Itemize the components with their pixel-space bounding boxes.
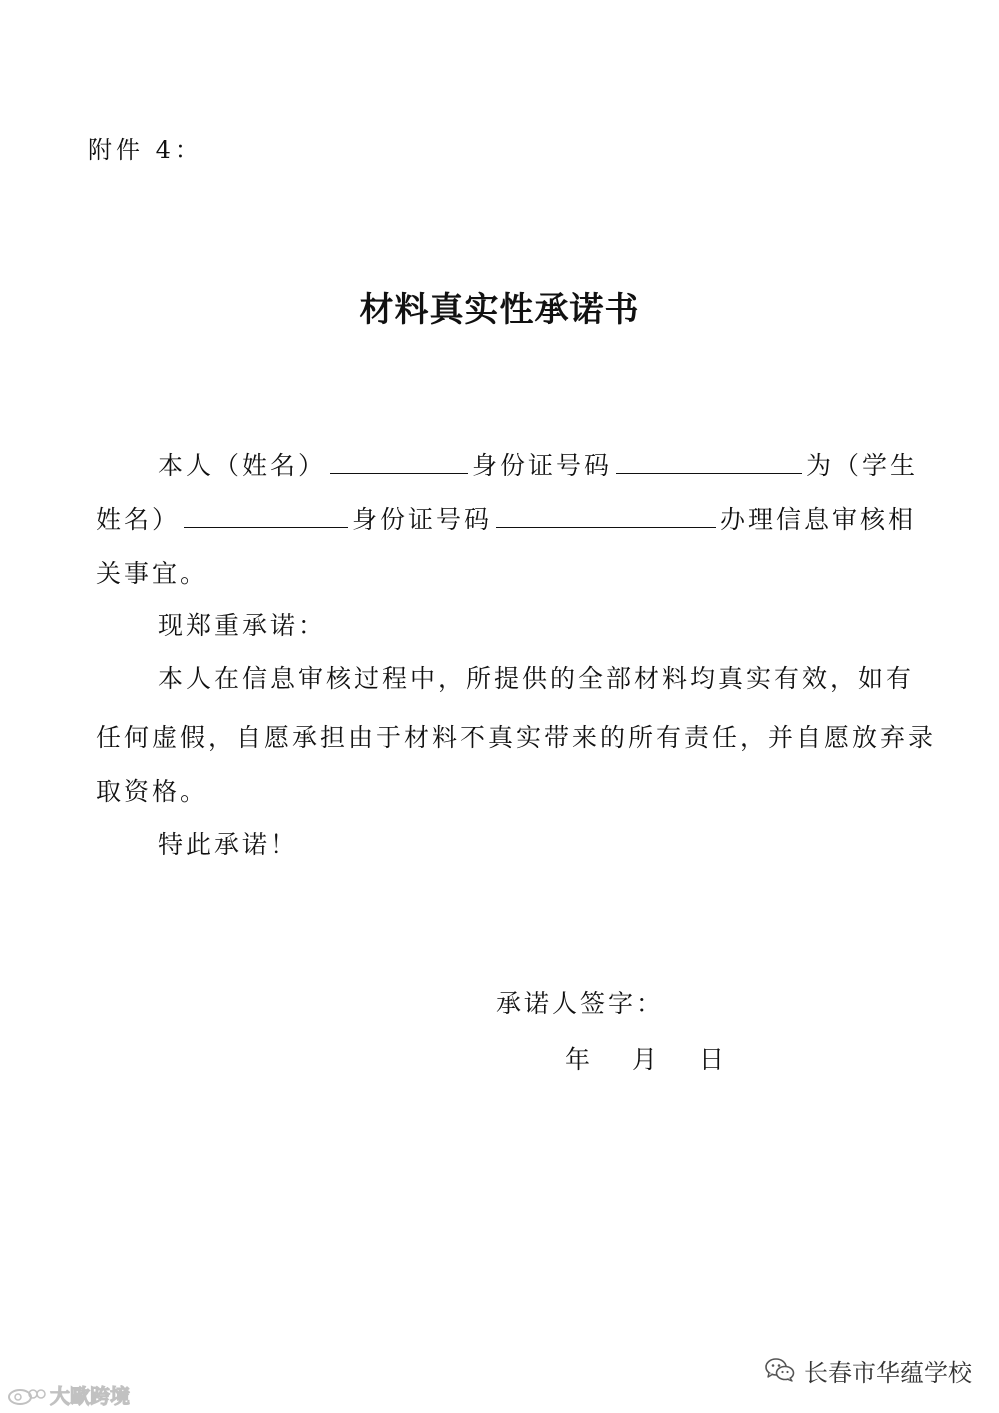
body-line-3: 关事宜。 (96, 559, 209, 588)
id-number-blank (616, 449, 802, 474)
student-id-blank (496, 503, 716, 528)
body-line-1 (158, 448, 918, 484)
date-month: 月 (632, 1045, 658, 1074)
matter-text: 办理信息审核相 (720, 505, 917, 534)
body-line-2 (96, 502, 916, 538)
signature-label: 承诺人签字： (496, 989, 665, 1018)
body-line-4: 现郑重承诺： (158, 611, 327, 640)
body-line-7: 取资格。 (96, 777, 209, 806)
body-line-5: 本人在信息审核过程中，所提供的全部材料均真实有效，如有 (158, 664, 915, 693)
name-blank (330, 449, 468, 474)
body-line-8: 特此承诺！ (158, 830, 299, 859)
student-id-label: 身份证号码 (352, 505, 493, 534)
body-line-6: 任何虚假，自愿承担由于材料不真实带来的所有责任，并自愿放弃录 (96, 723, 937, 752)
student-name-label: 姓名） (96, 505, 181, 534)
weibo-watermark (6, 1380, 130, 1409)
student-label-start: 为（学生 (806, 451, 919, 480)
weibo-watermark-text: 大歐跨境 (50, 1384, 130, 1408)
weibo-icon (6, 1384, 46, 1406)
attachment-label: 附件 4： (88, 136, 203, 164)
date-year: 年 (565, 1045, 591, 1074)
wechat-watermark-text: 长春市华蕴学校 (804, 1358, 972, 1387)
signature-date (565, 1040, 724, 1076)
document-title: 材料真实性承诺书 (359, 290, 640, 330)
wechat-watermark (764, 1352, 972, 1388)
student-name-blank (184, 503, 348, 528)
wechat-icon (764, 1356, 796, 1384)
name-label: 本人（姓名） (158, 451, 327, 480)
id-number-label: 身份证号码 (472, 451, 613, 480)
date-day: 日 (699, 1045, 725, 1074)
